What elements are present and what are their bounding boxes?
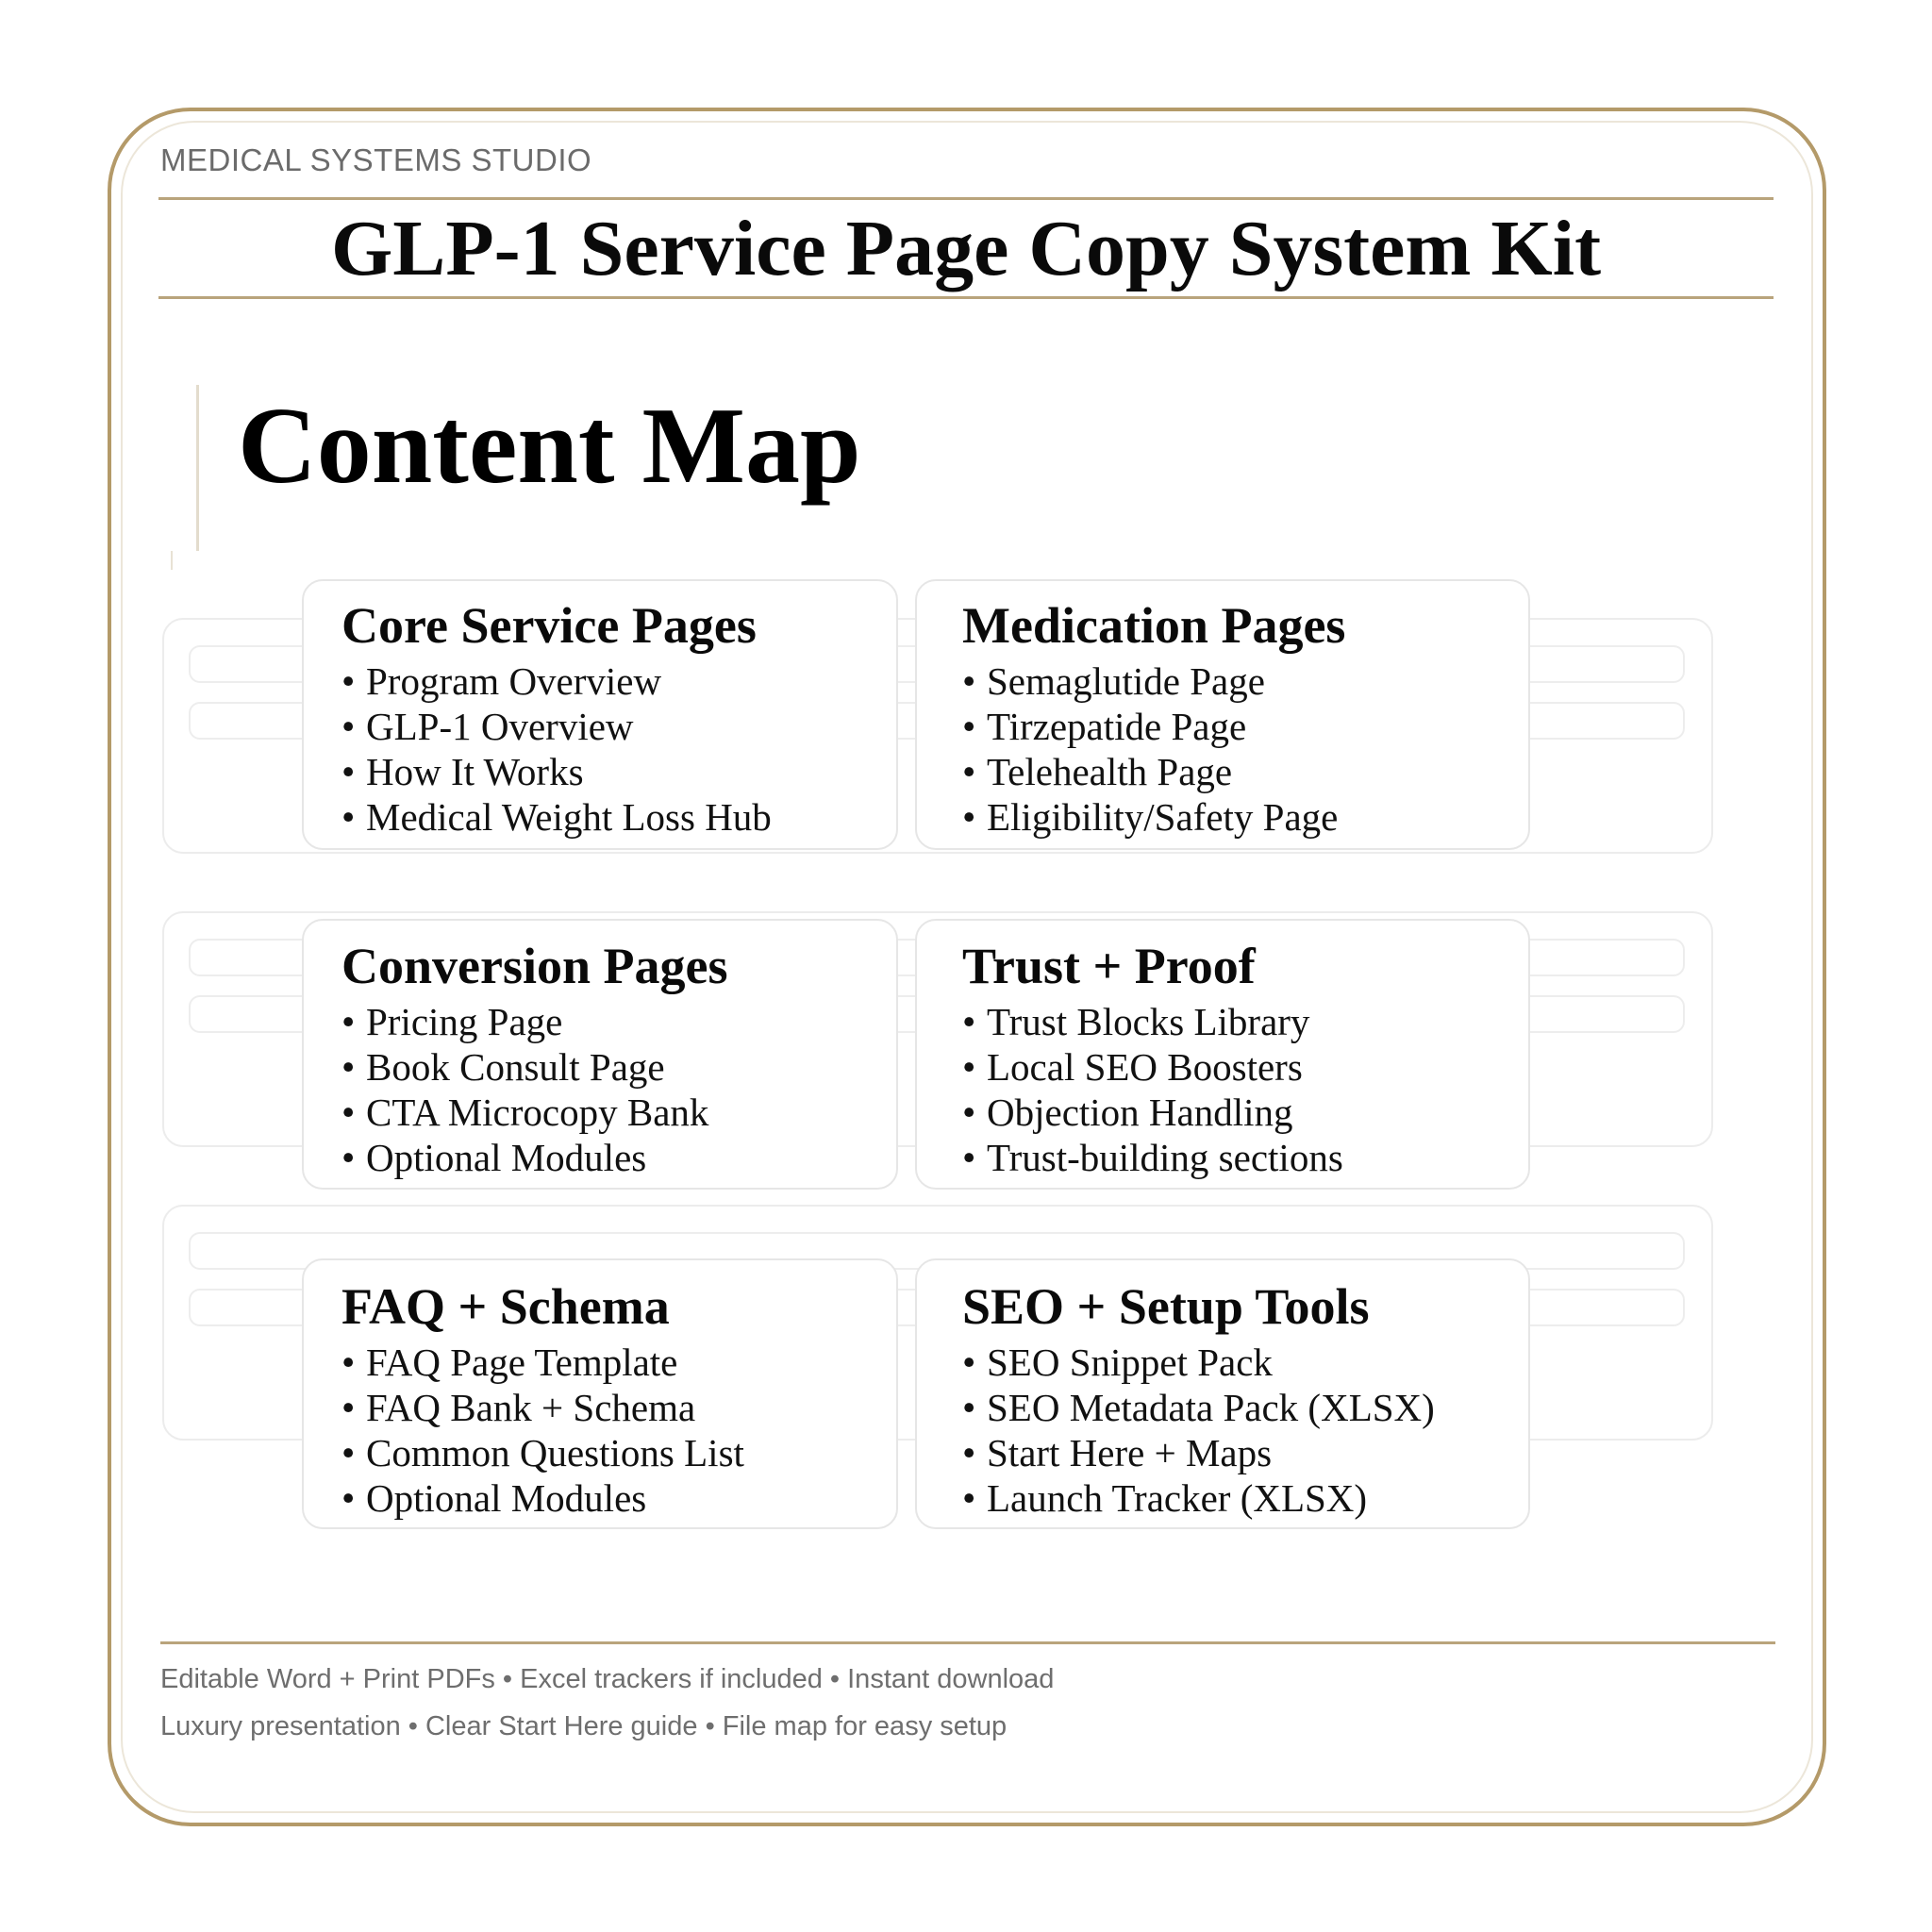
title-accent-bar	[196, 385, 199, 551]
list-item: • How It Works	[341, 750, 584, 793]
card-list	[962, 999, 1343, 1180]
list-item: • Trust Blocks Library	[962, 1000, 1310, 1043]
card-seo-setup-tools	[962, 1279, 1435, 1521]
list-item: • Common Questions List	[341, 1431, 744, 1474]
list-item: • Medical Weight Loss Hub	[341, 795, 772, 839]
card-heading: Core Service Pages	[341, 597, 757, 654]
list-item: • FAQ Bank + Schema	[341, 1386, 696, 1429]
list-item: • Book Consult Page	[341, 1045, 665, 1089]
title-accent-tick	[171, 551, 173, 570]
list-item: • SEO Metadata Pack (XLSX)	[962, 1386, 1435, 1429]
footer-features-line: Editable Word + Print PDFs • Excel trackers if included • Instant download	[160, 1664, 1055, 1694]
card-heading: FAQ + Schema	[341, 1278, 670, 1335]
list-item: • Trust-building sections	[962, 1136, 1343, 1179]
card-medication-pages	[962, 598, 1345, 840]
header-rule-bottom	[158, 296, 1774, 299]
card-heading: SEO + Setup Tools	[962, 1278, 1370, 1335]
list-item: • Launch Tracker (XLSX)	[962, 1476, 1368, 1520]
card-trust-proof	[962, 939, 1343, 1180]
footer-rule	[160, 1641, 1775, 1644]
list-item: • Telehealth Page	[962, 750, 1233, 793]
card-list	[962, 1340, 1435, 1521]
card-list	[341, 658, 772, 840]
brand-label: MEDICAL SYSTEMS STUDIO	[160, 142, 592, 177]
list-item: • Optional Modules	[341, 1476, 647, 1520]
card-list	[962, 658, 1345, 840]
list-item: • Pricing Page	[341, 1000, 563, 1043]
list-item: • Local SEO Boosters	[962, 1045, 1303, 1089]
card-core-service-pages	[341, 598, 772, 840]
card-heading: Conversion Pages	[341, 938, 728, 994]
list-item: • Eligibility/Safety Page	[962, 795, 1339, 839]
list-item: • Objection Handling	[962, 1091, 1293, 1134]
list-item: • SEO Snippet Pack	[962, 1341, 1273, 1384]
card-list	[341, 999, 727, 1180]
list-item: • GLP-1 Overview	[341, 705, 634, 748]
kit-title: GLP-1 Service Page Copy System Kit	[330, 204, 1602, 292]
list-item: • FAQ Page Template	[341, 1341, 678, 1384]
section-title: Content Map	[238, 386, 861, 507]
footer-benefits-line: Luxury presentation • Clear Start Here guide • File map for easy setup	[160, 1711, 1008, 1741]
card-list	[341, 1340, 744, 1521]
card-faq-schema	[341, 1279, 744, 1521]
list-item: • Semaglutide Page	[962, 659, 1265, 703]
list-item: • Tirzepatide Page	[962, 705, 1247, 748]
list-item: • Optional Modules	[341, 1136, 647, 1179]
card-heading: Medication Pages	[962, 597, 1346, 654]
list-item: • Start Here + Maps	[962, 1431, 1273, 1474]
header-rule-top	[158, 197, 1774, 200]
card-conversion-pages	[341, 939, 727, 1180]
card-heading: Trust + Proof	[962, 938, 1256, 994]
list-item: • CTA Microcopy Bank	[341, 1091, 709, 1134]
list-item: • Program Overview	[341, 659, 662, 703]
